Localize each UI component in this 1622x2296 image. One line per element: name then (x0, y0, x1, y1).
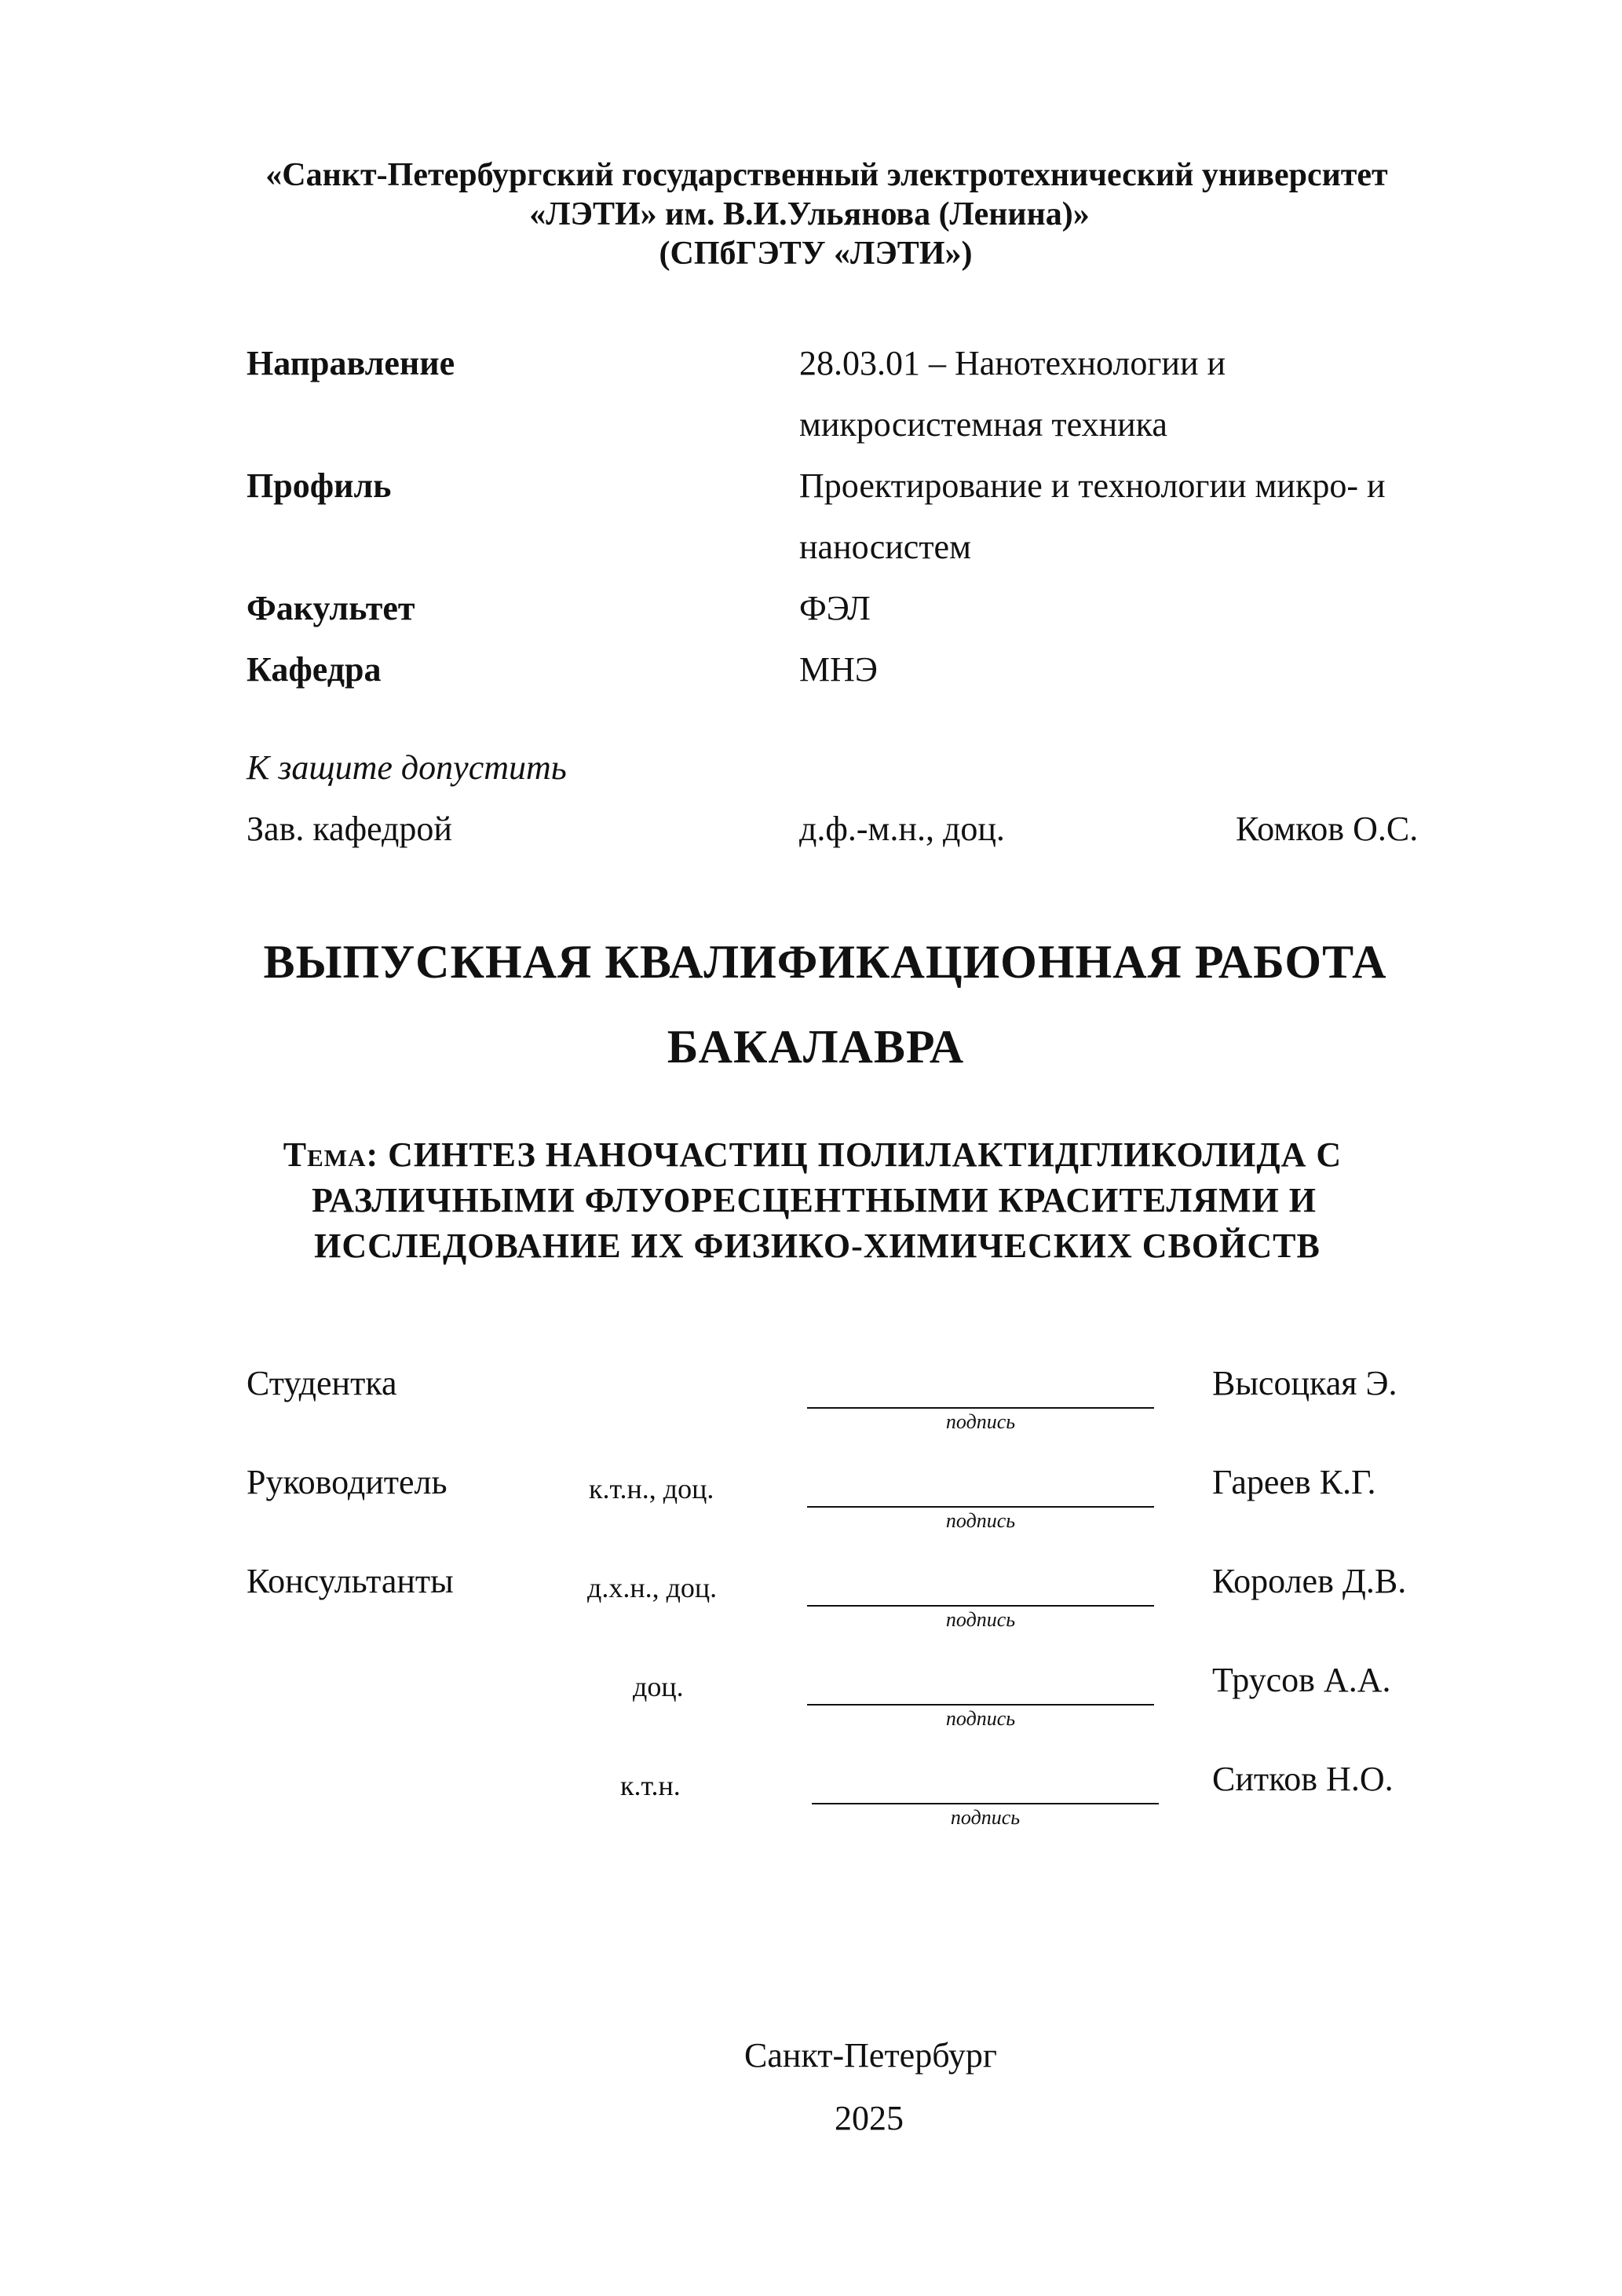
signature-line (807, 1605, 1154, 1607)
university-name-line2: «ЛЭТИ» им. В.И.Ульянова (Ленина)» (529, 196, 1090, 232)
footer-city: Санкт-Петербург (744, 2036, 997, 2075)
info-value-line: микросистемная техника (799, 405, 1167, 444)
signature-name: Трусов А.А. (1212, 1661, 1391, 1699)
approval-position: Зав. кафедрой (247, 810, 452, 848)
signature-name: Гареев К.Г. (1212, 1463, 1376, 1501)
approval-degree: д.ф.-м.н., доц. (799, 810, 1005, 848)
signature-caption: подпись (945, 1707, 1016, 1730)
info-value-line: 28.03.01 – Нанотехнологии и (799, 344, 1226, 382)
work-title-line1: ВЫПУСКНАЯ КВАЛИФИКАЦИОННАЯ РАБОТА (263, 936, 1387, 988)
topic-prefix: Тема (283, 1135, 367, 1174)
topic-line2: РАЗЛИЧНЫМИ ФЛУОРЕСЦЕНТНЫМИ КРАСИТЕЛЯМИ И (311, 1181, 1317, 1219)
info-value-line: наносистем (799, 528, 971, 566)
signature-line (807, 1506, 1154, 1508)
info-label: Кафедра (247, 650, 382, 689)
signature-role: Студентка (247, 1364, 397, 1402)
approval-title: К защите допустить (247, 748, 567, 787)
info-value (799, 578, 1506, 639)
signature-name: Ситков Н.О. (1212, 1760, 1394, 1798)
info-label: Факультет (247, 589, 415, 627)
signature-caption: подпись (945, 1608, 1016, 1631)
info-value (799, 333, 1506, 455)
signature-caption: подпись (945, 1509, 1016, 1532)
signature-role: Консультанты (247, 1562, 454, 1600)
approval-name: Комков О.С. (1236, 810, 1419, 848)
info-value (799, 639, 1506, 700)
info-value-line: МНЭ (799, 650, 878, 689)
signature-role: Руководитель (247, 1463, 448, 1501)
work-title-line2: БАКАЛАВРА (667, 1021, 965, 1073)
signature-degree: доц. (633, 1671, 684, 1702)
info-label: Направление (247, 344, 455, 382)
signature-caption: подпись (945, 1410, 1016, 1433)
signature-line (812, 1803, 1159, 1804)
signature-caption: подпись (950, 1806, 1021, 1829)
signature-line (807, 1407, 1154, 1409)
signature-name: Королев Д.В. (1212, 1562, 1407, 1600)
topic-text: : СИНТЕЗ НАНОЧАСТИЦ ПОЛИЛАКТИДГЛИКОЛИДА С (366, 1135, 1343, 1174)
topic-line3: ИССЛЕДОВАНИЕ ИХ ФИЗИКО-ХИМИЧЕСКИХ СВОЙСТВ (314, 1227, 1321, 1265)
info-label: Профиль (247, 466, 392, 505)
signature-degree: к.т.н. (620, 1770, 681, 1801)
university-name-line1: «Санкт-Петербургский государственный электротехнический университет (265, 157, 1388, 193)
university-abbreviation: (СПбГЭТУ «ЛЭТИ») (659, 236, 973, 272)
footer-year: 2025 (835, 2099, 904, 2137)
signature-degree: д.х.н., доц. (587, 1572, 718, 1603)
topic-line1 (2, 1131, 1622, 1179)
signature-line (807, 1704, 1154, 1706)
info-value-line: Проектирование и технологии микро- и (799, 466, 1386, 505)
signature-degree: к.т.н., доц. (589, 1473, 714, 1504)
signature-name: Высоцкая Э. (1212, 1364, 1397, 1402)
info-value-line: ФЭЛ (799, 589, 871, 627)
info-value (799, 455, 1506, 578)
